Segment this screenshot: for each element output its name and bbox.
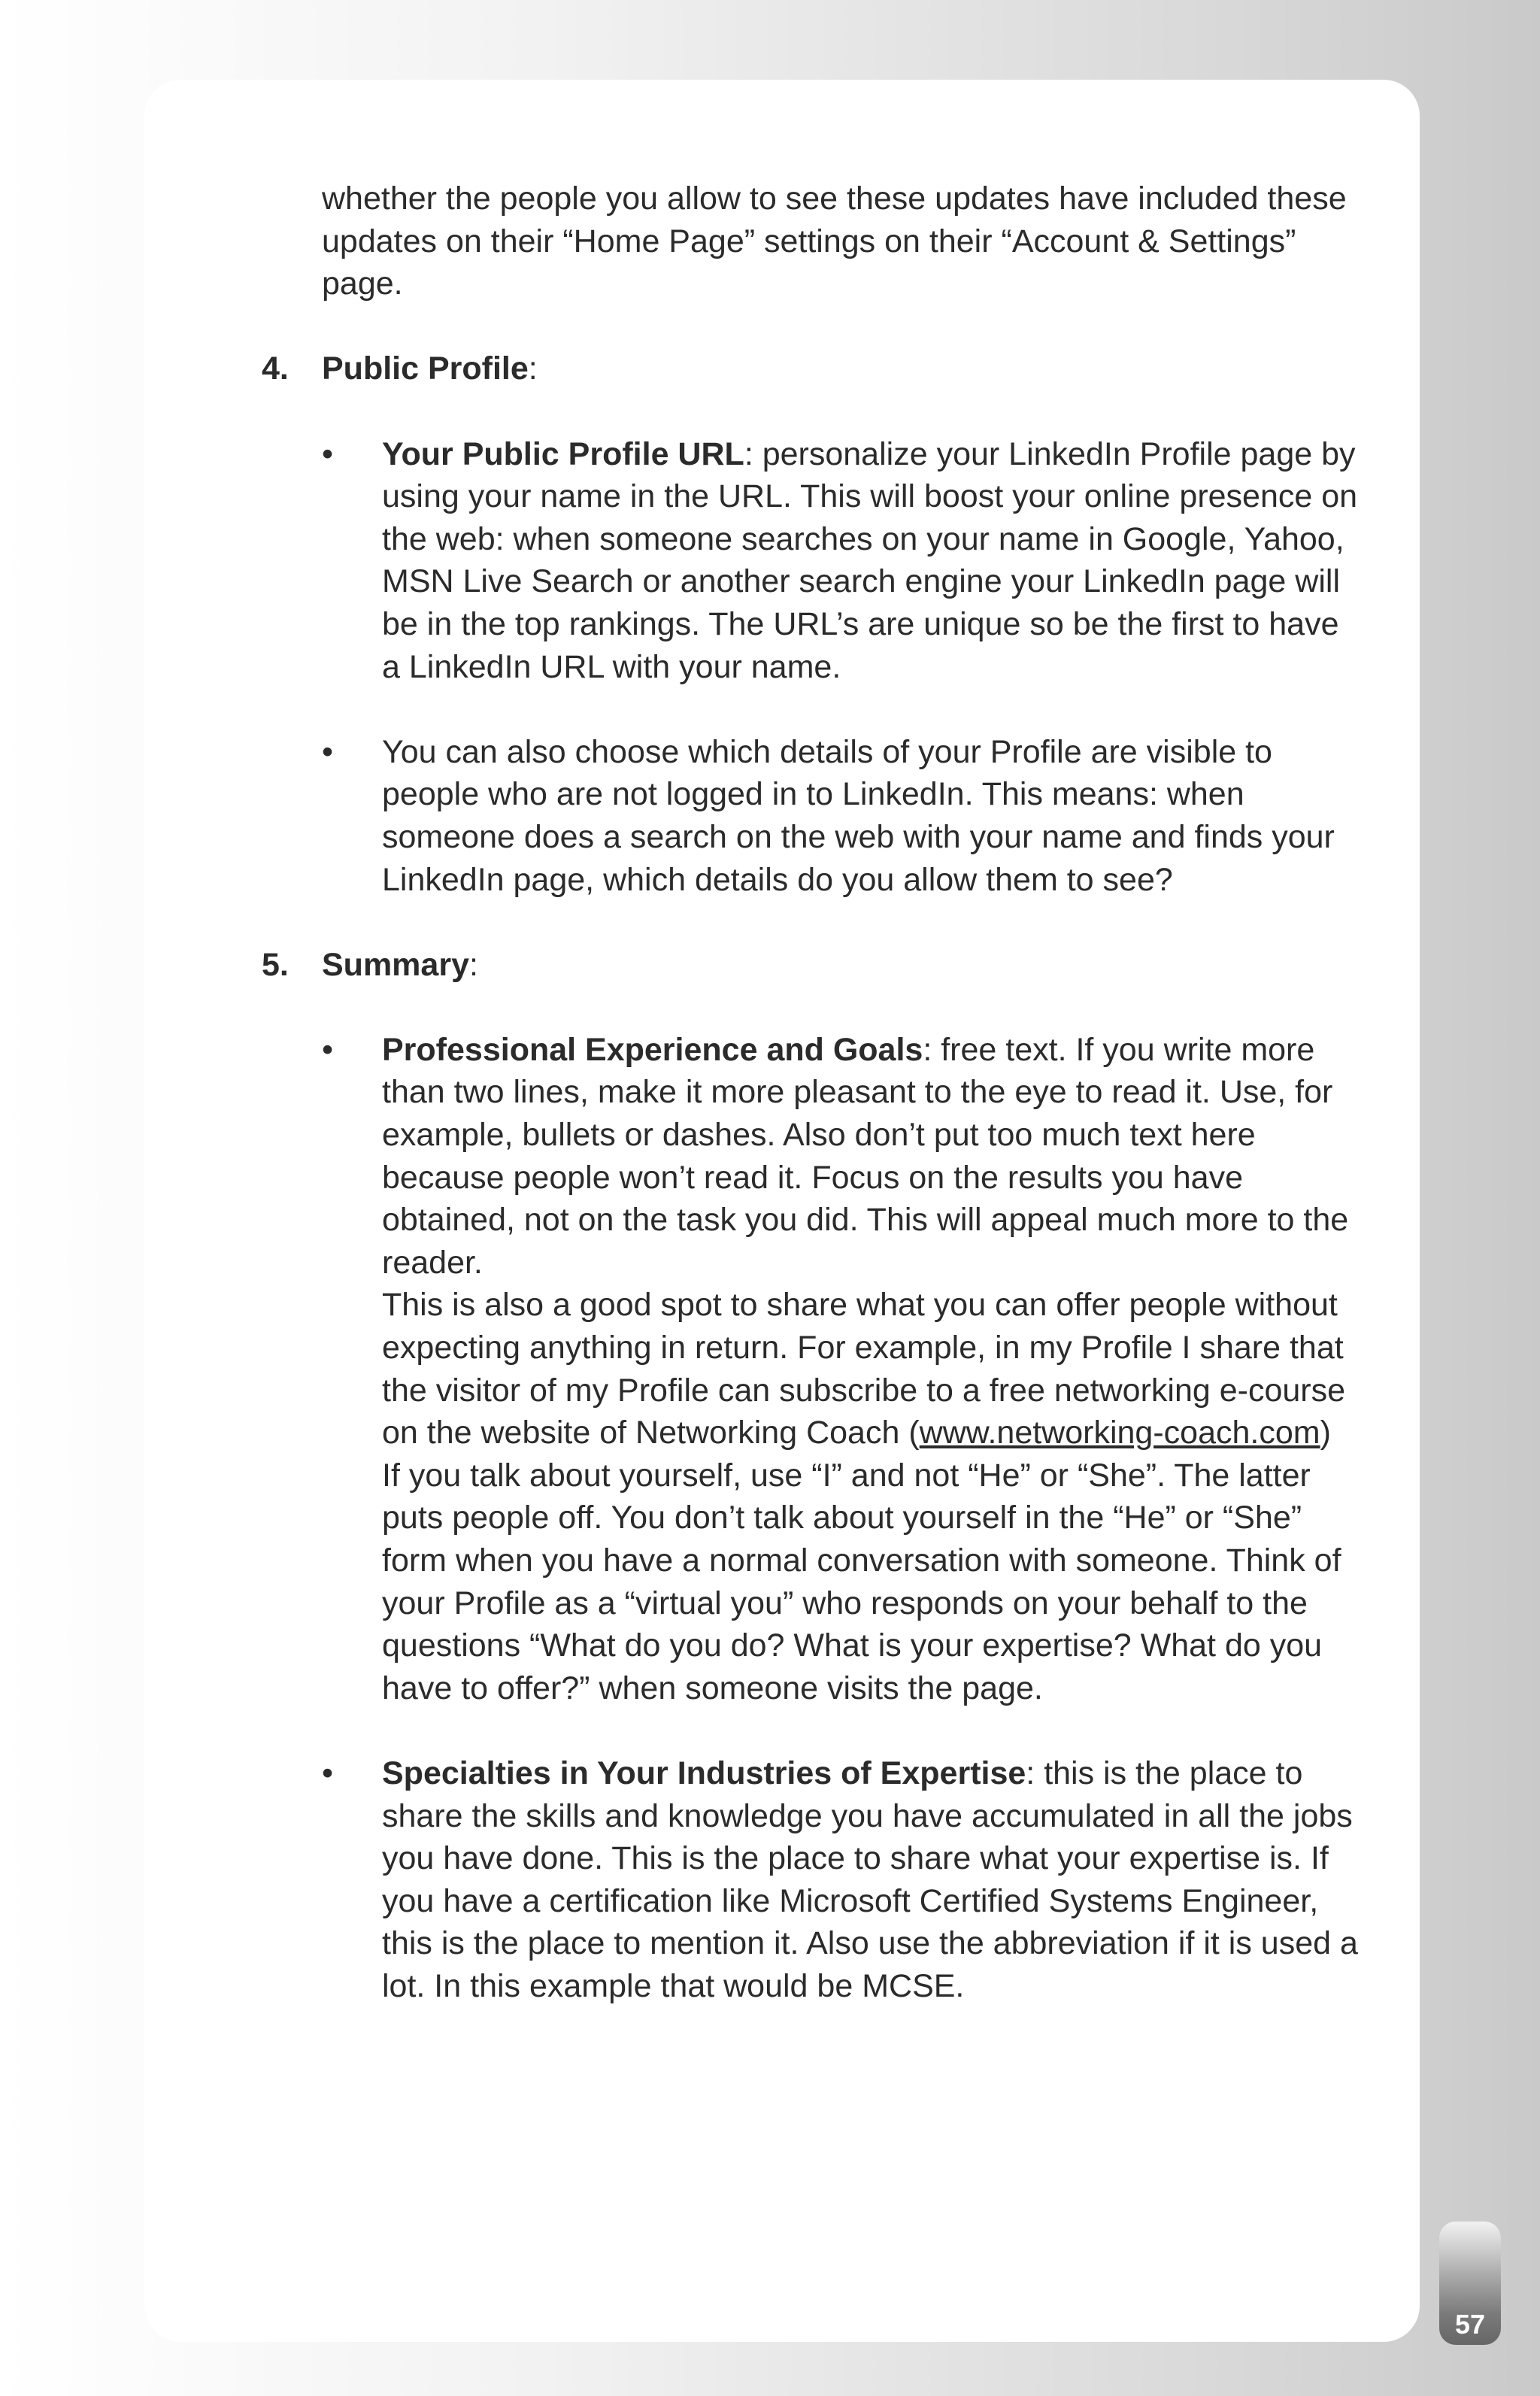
bullet-paragraph bbox=[382, 1029, 1363, 1284]
section-number: 5. bbox=[262, 946, 289, 983]
bullet-text: If you talk about yourself, use “I” and not “He” or “She”. The latter puts people off. You don’t talk about yourself in the “He” or “She” form when you have a normal conversation with someone. Think of your Profile as a “virtual you” who responds on your behalf to the questions “What do you do? What is your expertise? What do you have to offer?” when someone visits the page. bbox=[382, 1457, 1341, 1706]
page-number: 57 bbox=[1454, 2309, 1486, 2340]
document-body bbox=[144, 177, 1363, 2008]
bullet-paragraph bbox=[382, 1454, 1363, 1710]
website-link[interactable]: www.networking-coach.com bbox=[919, 1415, 1320, 1451]
bullet-marker: • bbox=[322, 435, 334, 472]
section-number: 4. bbox=[262, 350, 289, 387]
section-title: Public Profile bbox=[322, 350, 529, 387]
bullet-lead: Your Public Profile URL bbox=[382, 435, 744, 472]
section-title: Summary bbox=[322, 946, 469, 983]
intro-paragraph: whether the people you allow to see these updates have included these updates on their “Home Page” settings on their “Account & Settings” page. bbox=[322, 180, 1347, 302]
list-item bbox=[144, 731, 1363, 901]
bullet-text: : personalize your LinkedIn Profile page by using your name in the URL. This will boost your online presence on the web: when someone searches on your name in Google, Yahoo, MSN Live Search or another search engine your LinkedIn page will be in the top rankings. The URL’s are unique so be the first to have a LinkedIn URL with your name. bbox=[382, 435, 1358, 685]
section-heading-summary: 5. Summary: bbox=[144, 944, 1363, 987]
bullet-text: This is also a good spot to share what you can offer people without expecting anything in return. For example, in my Profile I share that the visitor of my Profile can subscribe to a free networking e-course on the website of Networking Coach bbox=[382, 1287, 1346, 1451]
list-item bbox=[144, 1752, 1363, 2008]
list-item bbox=[144, 433, 1363, 689]
bullet-marker: • bbox=[322, 733, 334, 770]
list-item bbox=[144, 1029, 1363, 1710]
bullet-paragraph: This is also a good spot to share what you can offer people without expecting anything in return. For example, in my Profile I share that the visitor of my Profile can subscribe to a free networking e-course on the website of Networking Coach (www.networking-coach.com) bbox=[382, 1287, 1346, 1451]
bullet-text: : free text. If you write more than two lines, make it more pleasant to the eye to read it. Use, for example, bullets or dashes. Also don’t put too much text here because people won’t read it. Focus on the results you have obtained, not on the task you did. This will appeal much more to the reader. bbox=[382, 1031, 1349, 1281]
bullet-text: You can also choose which details of your Profile are visible to people who are not logged in to LinkedIn. This means: when someone does a search on the web with your name and finds your LinkedIn page, which details do you allow them to see? bbox=[382, 733, 1335, 898]
bullet-marker: • bbox=[322, 1031, 334, 1068]
bullet-lead: Professional Experience and Goals bbox=[382, 1031, 923, 1068]
section-heading-public-profile: 4. Public Profile: bbox=[144, 347, 1363, 390]
bullet-marker: • bbox=[322, 1755, 334, 1791]
bullet-text: : this is the place to share the skills and knowledge you have accumulated in all the jobs you have done. This is the place to share what your expertise is. If you have a certification like Microsoft Certified Systems Engineer, this is the place to mention it. Also use the abbreviation if it is used a lot. In this example that would be MCSE. bbox=[382, 1755, 1358, 2004]
bullet-lead: Specialties in Your Industries of Expertise bbox=[382, 1755, 1026, 1791]
